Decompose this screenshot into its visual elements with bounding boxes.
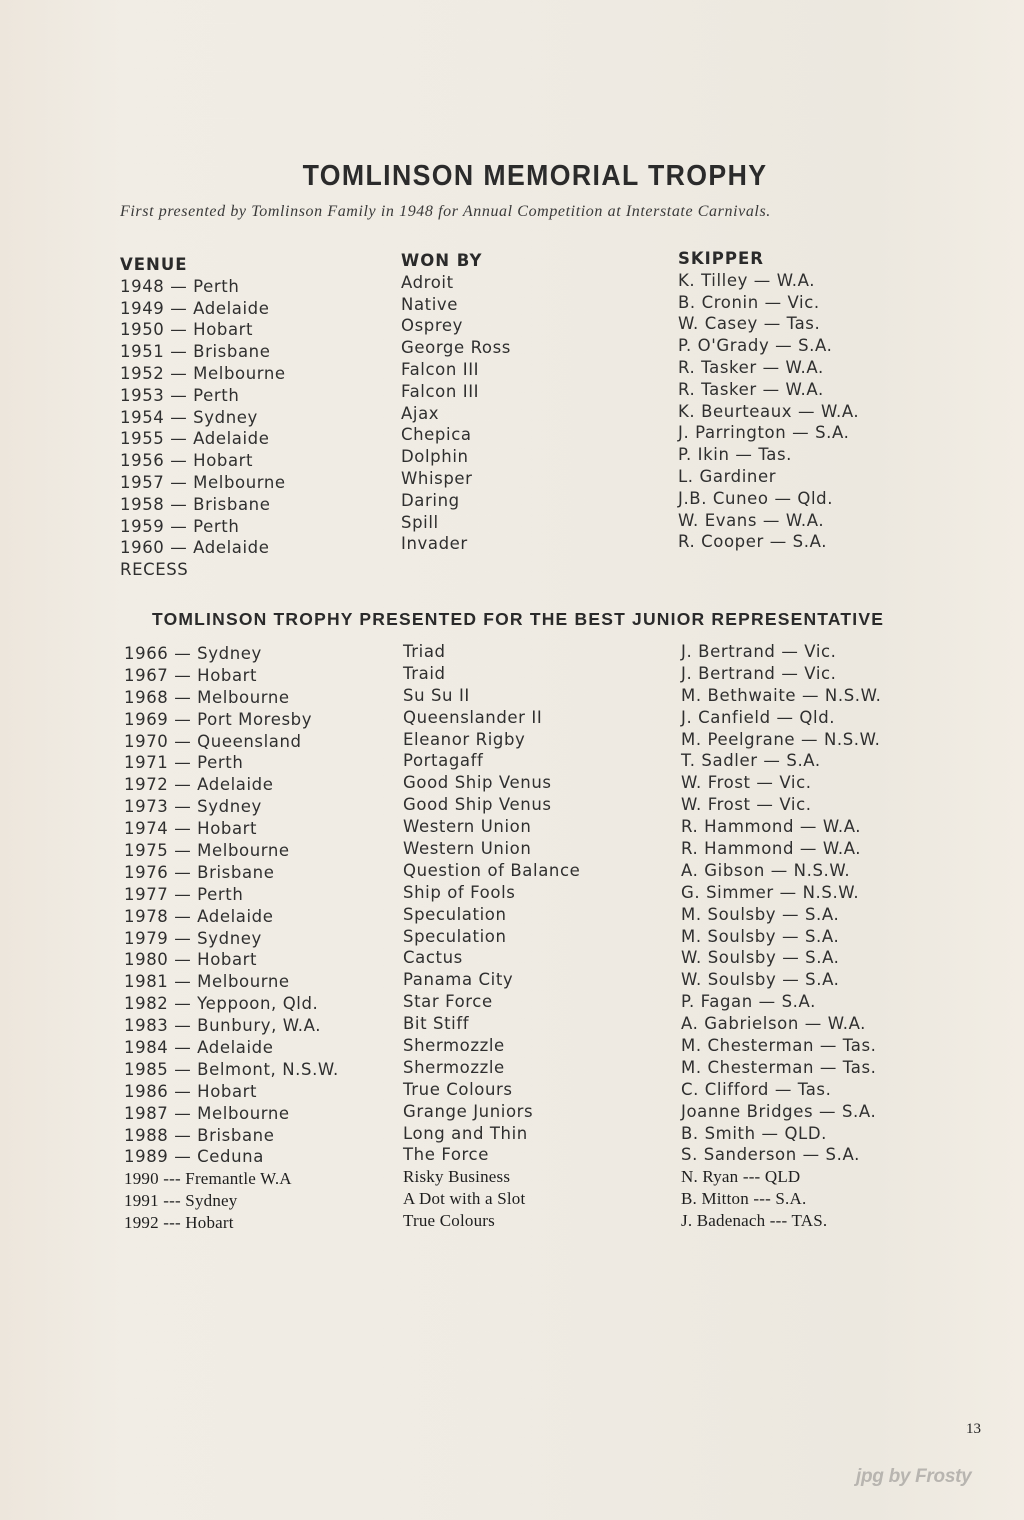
watermark: jpg by Frosty xyxy=(856,1466,972,1487)
memorial-venue-cell: 1953 — Perth xyxy=(120,385,240,405)
junior-venue-cell: 1982 — Yeppoon, Qld. xyxy=(124,994,319,1014)
junior-skipper-cell: A. Gibson — N.S.W. xyxy=(681,860,851,880)
memorial-skipper-cell: K. Beurteaux — W.A. xyxy=(678,401,860,421)
junior-skipper-cell: G. Simmer — N.S.W. xyxy=(681,882,860,902)
junior-venue-cell: 1983 — Bunbury, W.A. xyxy=(124,1016,322,1036)
junior-skipper-cell: M. Chesterman — Tas. xyxy=(681,1036,877,1056)
junior-won-by-cell: Shermozzle xyxy=(403,1036,505,1056)
junior-won-by-column xyxy=(403,641,580,1232)
skipper-header: SKIPPER xyxy=(678,249,764,268)
junior-won-by-cell: The Force xyxy=(403,1145,489,1165)
junior-venue-cell: 1971 — Perth xyxy=(124,753,244,773)
junior-won-by-cell: True Colours xyxy=(403,1211,495,1231)
junior-venue-cell: 1990 --- Fremantle W.A xyxy=(124,1169,292,1189)
junior-won-by-cell: True Colours xyxy=(403,1079,513,1099)
memorial-won-by-cell: Daring xyxy=(401,490,460,510)
junior-skipper-cell: Joanne Bridges — S.A. xyxy=(681,1101,877,1121)
junior-won-by-cell: Grange Juniors xyxy=(403,1101,534,1121)
junior-won-by-cell: Speculation xyxy=(403,904,507,924)
junior-skipper-cell: W. Soulsby — S.A. xyxy=(681,948,840,968)
memorial-skipper-cell: L. Gardiner xyxy=(678,466,777,486)
memorial-skipper-cell: P. Ikin — Tas. xyxy=(678,445,793,465)
junior-won-by-cell: Long and Thin xyxy=(403,1123,528,1143)
memorial-skipper-cell: R. Tasker — W.A. xyxy=(678,357,824,377)
memorial-venue-cell: 1952 — Melbourne xyxy=(120,363,286,383)
junior-won-by-cell: Speculation xyxy=(403,926,507,946)
junior-won-by-cell: Western Union xyxy=(403,817,532,837)
memorial-skipper-cell: J.B. Cuneo — Qld. xyxy=(678,488,834,508)
memorial-skipper-cell: W. Evans — W.A. xyxy=(678,510,825,530)
recess-label: RECESS xyxy=(120,560,189,580)
memorial-venue-cell: 1957 — Melbourne xyxy=(120,472,286,492)
junior-won-by-cell: Good Ship Venus xyxy=(403,773,552,793)
junior-venue-cell: 1985 — Belmont, N.S.W. xyxy=(124,1059,339,1079)
page-title: TOMLINSON MEMORIAL TROPHY xyxy=(302,160,768,192)
junior-skipper-cell: R. Hammond — W.A. xyxy=(681,839,862,859)
junior-won-by-cell: Traid xyxy=(403,663,446,683)
junior-venue-cell: 1974 — Hobart xyxy=(124,819,258,839)
junior-skipper-cell: A. Gabrielson — W.A. xyxy=(681,1014,867,1034)
junior-won-by-cell: Star Force xyxy=(403,992,493,1012)
junior-won-by-cell: Eleanor Rigby xyxy=(403,729,526,749)
memorial-won-by-cell: Falcon III xyxy=(401,381,480,401)
junior-skipper-cell: B. Mitton --- S.A. xyxy=(681,1189,807,1209)
junior-venue-cell: 1986 — Hobart xyxy=(124,1081,258,1101)
junior-skipper-cell: M. Soulsby — S.A. xyxy=(681,904,840,924)
junior-skipper-cell: W. Frost — Vic. xyxy=(681,795,812,815)
junior-venue-cell: 1989 — Ceduna xyxy=(124,1147,264,1167)
junior-won-by-cell: Shermozzle xyxy=(403,1057,505,1077)
memorial-skipper-cell: P. O'Grady — S.A. xyxy=(678,336,833,356)
memorial-venue-cell: 1948 — Perth xyxy=(120,276,240,296)
junior-venue-cell: 1977 — Perth xyxy=(124,884,244,904)
junior-skipper-cell: J. Badenach --- TAS. xyxy=(681,1211,828,1231)
memorial-won-by-cell: Whisper xyxy=(401,468,473,488)
memorial-won-by-cell: Osprey xyxy=(401,316,463,336)
junior-venue-cell: 1992 --- Hobart xyxy=(124,1213,234,1233)
junior-skipper-cell: T. Sadler — S.A. xyxy=(681,751,821,771)
memorial-won-by-cell: Chepica xyxy=(401,425,472,445)
junior-won-by-cell: Bit Stiff xyxy=(403,1014,470,1034)
memorial-skipper-cell: W. Casey — Tas. xyxy=(678,314,821,334)
junior-skipper-cell: M. Soulsby — S.A. xyxy=(681,926,840,946)
memorial-won-by-cell: Ajax xyxy=(401,403,440,423)
junior-skipper-cell: J. Bertrand — Vic. xyxy=(681,663,837,683)
memorial-won-by-cell: Spill xyxy=(401,512,439,532)
junior-skipper-cell: M. Peelgrane — N.S.W. xyxy=(681,729,881,749)
junior-won-by-cell: Queenslander II xyxy=(403,707,543,727)
memorial-venue-cell: 1960 — Adelaide xyxy=(120,538,270,558)
memorial-won-by-cell: George Ross xyxy=(401,338,512,358)
junior-won-by-cell: Good Ship Venus xyxy=(403,795,552,815)
memorial-venue-cell: 1950 — Hobart xyxy=(120,320,254,340)
junior-skipper-cell: B. Smith — QLD. xyxy=(681,1123,827,1143)
memorial-skipper-cell: R. Tasker — W.A. xyxy=(678,379,824,399)
junior-venue-cell: 1979 — Sydney xyxy=(124,928,262,948)
memorial-skipper-cell: R. Cooper — S.A. xyxy=(678,532,828,552)
won-by-header: WON BY xyxy=(401,251,483,270)
junior-venue-cell: 1969 — Port Moresby xyxy=(124,709,313,729)
memorial-skipper-cell: J. Parrington — S.A. xyxy=(678,423,850,443)
junior-won-by-cell: Panama City xyxy=(403,970,514,990)
memorial-venue-cell: 1955 — Adelaide xyxy=(120,429,270,449)
memorial-skipper-cell: K. Tilley — W.A. xyxy=(678,270,816,290)
memorial-won-by-cell: Falcon III xyxy=(401,359,480,379)
junior-won-by-cell: Triad xyxy=(403,642,446,661)
junior-skipper-cell: R. Hammond — W.A. xyxy=(681,817,862,837)
memorial-skipper-column xyxy=(678,248,859,553)
memorial-won-by-column xyxy=(401,250,511,555)
junior-won-by-cell: Risky Business xyxy=(403,1167,511,1187)
junior-venue-cell: 1975 — Melbourne xyxy=(124,841,290,861)
junior-won-by-cell: Su Su II xyxy=(403,685,470,705)
page-number: 13 xyxy=(966,1421,981,1437)
junior-venue-cell: 1973 — Sydney xyxy=(124,797,262,817)
junior-venue-cell: 1984 — Adelaide xyxy=(124,1038,274,1058)
junior-skipper-cell: J. Bertrand — Vic. xyxy=(681,642,837,661)
junior-skipper-cell: J. Canfield — Qld. xyxy=(681,707,836,727)
junior-skipper-cell: N. Ryan --- QLD xyxy=(681,1167,801,1187)
junior-venue-cell: 1978 — Adelaide xyxy=(124,906,274,926)
junior-won-by-cell: Portagaff xyxy=(403,751,484,771)
junior-venue-cell: 1976 — Brisbane xyxy=(124,862,275,882)
junior-venue-cell: 1967 — Hobart xyxy=(124,665,258,685)
junior-venue-cell: 1988 — Brisbane xyxy=(124,1125,275,1145)
junior-won-by-cell: A Dot with a Slot xyxy=(403,1189,526,1209)
memorial-venue-cell: 1958 — Brisbane xyxy=(120,494,271,514)
junior-skipper-cell: M. Bethwaite — N.S.W. xyxy=(681,685,882,705)
junior-venue-cell: 1970 — Queensland xyxy=(124,731,302,751)
memorial-venue-cell: 1959 — Perth xyxy=(120,516,240,536)
memorial-won-by-cell: Adroit xyxy=(401,272,454,292)
junior-won-by-cell: Western Union xyxy=(403,839,532,859)
junior-won-by-cell: Cactus xyxy=(403,948,463,968)
junior-venue-column xyxy=(124,643,339,1234)
junior-won-by-cell: Ship of Fools xyxy=(403,882,516,902)
page-subtitle: First presented by Tomlinson Family in 1948 for Annual Competition at Interstate Carnivals. xyxy=(120,203,771,220)
memorial-venue-cell: 1956 — Hobart xyxy=(120,451,254,471)
junior-venue-cell: 1972 — Adelaide xyxy=(124,775,274,795)
junior-won-by-cell: Question of Balance xyxy=(403,860,581,880)
junior-venue-cell: 1980 — Hobart xyxy=(124,950,258,970)
junior-skipper-cell: W. Frost — Vic. xyxy=(681,773,812,793)
junior-venue-cell: 1981 — Melbourne xyxy=(124,972,290,992)
junior-skipper-cell: S. Sanderson — S.A. xyxy=(681,1145,860,1165)
junior-venue-cell: 1968 — Melbourne xyxy=(124,687,290,707)
junior-skipper-cell: W. Soulsby — S.A. xyxy=(681,970,840,990)
junior-skipper-cell: P. Fagan — S.A. xyxy=(681,992,816,1012)
memorial-venue-cell: 1954 — Sydney xyxy=(120,407,258,427)
memorial-skipper-cell: B. Cronin — Vic. xyxy=(678,292,820,312)
junior-section-title: TOMLINSON TROPHY PRESENTED FOR THE BEST JUNIOR REPRESENTATIVE xyxy=(152,609,885,629)
junior-skipper-cell: C. Clifford — Tas. xyxy=(681,1079,832,1099)
junior-venue-cell: 1966 — Sydney xyxy=(124,644,262,663)
venue-header: VENUE xyxy=(120,255,188,274)
memorial-won-by-cell: Native xyxy=(401,294,459,314)
junior-skipper-column xyxy=(681,641,882,1232)
junior-skipper-cell: M. Chesterman — Tas. xyxy=(681,1057,877,1077)
memorial-won-by-cell: Invader xyxy=(401,534,468,554)
junior-venue-cell: 1991 --- Sydney xyxy=(124,1191,238,1211)
memorial-venue-cell: 1949 — Adelaide xyxy=(120,298,270,318)
memorial-won-by-cell: Dolphin xyxy=(401,447,469,467)
memorial-venue-column xyxy=(120,254,286,581)
junior-venue-cell: 1987 — Melbourne xyxy=(124,1103,290,1123)
memorial-venue-cell: 1951 — Brisbane xyxy=(120,342,271,362)
